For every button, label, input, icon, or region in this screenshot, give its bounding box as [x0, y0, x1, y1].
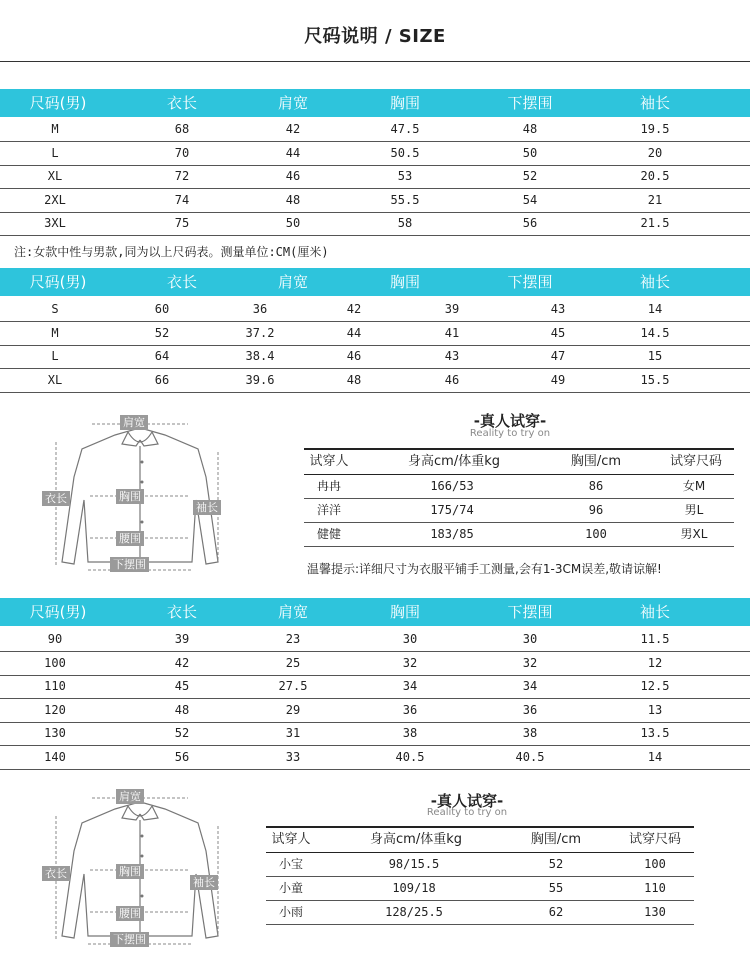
table-cell: 32 [402, 655, 418, 670]
tryon-cell: 130 [644, 905, 666, 919]
tryon-header-size: 试穿尺码 [628, 832, 682, 847]
table-cell: 34 [402, 679, 418, 693]
table-cell: 38 [522, 726, 538, 740]
size-table-3-header [0, 598, 750, 626]
table-cell: 14.5 [640, 325, 670, 340]
tryon-cell: 冉冉 [316, 479, 342, 493]
table-cell: 56 [522, 216, 538, 230]
header-sleeve: 袖长 [639, 603, 671, 621]
tryon-table-header [266, 826, 694, 853]
table-cell: 52 [174, 726, 190, 740]
table-cell: 36 [522, 702, 538, 717]
tryon-cell: 100 [585, 527, 607, 541]
header-length: 衣长 [166, 94, 198, 112]
table-cell: 72 [174, 169, 190, 183]
table-cell: 41 [444, 325, 460, 340]
table-cell: 34 [522, 679, 538, 693]
table-cell: 14 [647, 749, 663, 764]
table-cell: 31 [285, 726, 301, 740]
tryon-row [304, 474, 734, 499]
tryon-title-2: -真人试穿- [430, 792, 504, 810]
table-cell: 39.6 [245, 372, 275, 387]
tryon-cell: 洋洋 [316, 503, 342, 517]
table-cell: 48 [174, 702, 190, 717]
table-cell: 49 [550, 372, 566, 387]
table-cell: 12.5 [640, 679, 670, 693]
table-cell: 44 [285, 145, 301, 160]
tryon-cell: 166/53 [430, 479, 474, 493]
table-row [0, 698, 750, 723]
table-cell: 120 [44, 702, 66, 717]
table-cell: 66 [154, 372, 170, 387]
diagram-label-sleeve: 袖长 [190, 875, 218, 890]
table-cell: 3XL [44, 216, 66, 230]
table-cell: 45 [174, 679, 190, 693]
table-cell: 38.4 [245, 349, 275, 363]
tryon-header-height-weight: 身高cm/体重kg [370, 832, 462, 847]
tryon-cell: 小雨 [278, 905, 304, 919]
table-cell: M [51, 325, 59, 340]
diagram-label-length: 衣长 [42, 491, 70, 506]
diagram-label-hem: 下摆围 [110, 557, 149, 572]
size-note: 注:女款中性与男款,同为以上尺码表。测量单位:CM(厘米) [14, 245, 329, 259]
table-cell: 11.5 [640, 632, 670, 646]
table-cell: 100 [44, 655, 66, 670]
table-row [0, 721, 750, 746]
table-row [0, 344, 750, 369]
table-cell: 39 [174, 632, 190, 646]
tryon-cell: 62 [548, 905, 564, 919]
tryon-subtitle: Reality to try on [469, 428, 551, 439]
table-cell: 21.5 [640, 216, 670, 230]
tryon-cell: 96 [588, 503, 604, 517]
table-cell: 53 [397, 169, 413, 183]
table-cell: 47 [550, 349, 566, 363]
tryon-header-size: 试穿尺码 [669, 454, 723, 469]
tryon-cell: 183/85 [430, 527, 474, 541]
tryon-row [266, 900, 694, 925]
tryon-header-chest: 胸围/cm [570, 454, 622, 469]
header-sleeve: 袖长 [639, 273, 671, 291]
table-cell: 47.5 [390, 122, 420, 136]
header-chest: 胸围 [389, 94, 421, 112]
tryon-cell: 128/25.5 [385, 905, 443, 919]
table-cell: 32 [522, 655, 538, 670]
table-cell: 42 [174, 655, 190, 670]
tryon-cell: 98/15.5 [388, 857, 440, 871]
tryon-title: -真人试穿- [473, 412, 547, 430]
table-cell: 23 [285, 632, 301, 646]
table-cell: M [51, 122, 59, 136]
shirt-measurement-diagram-2 [40, 786, 240, 951]
table-cell: 40.5 [395, 749, 425, 764]
table-cell: 140 [44, 749, 66, 764]
table-cell: 90 [47, 632, 63, 646]
tryon-header-chest: 胸围/cm [530, 832, 582, 847]
diagram-label-shoulder: 肩宽 [120, 415, 148, 430]
header-shoulder: 肩宽 [277, 603, 309, 621]
table-cell: L [51, 145, 59, 160]
table-cell: 30 [402, 632, 418, 646]
table-cell: 42 [285, 122, 301, 136]
header-size: 尺码(男) [29, 273, 87, 291]
header-chest: 胸围 [389, 273, 421, 291]
table-cell: 50 [522, 145, 538, 160]
header-shoulder: 肩宽 [277, 273, 309, 291]
table-cell: 33 [285, 749, 301, 764]
table-cell: 54 [522, 192, 538, 207]
table-cell: 48 [522, 122, 538, 136]
header-size: 尺码(男) [29, 603, 87, 621]
tryon-cell: 健健 [316, 527, 342, 541]
table-cell: 55.5 [390, 192, 420, 207]
table-cell: 46 [444, 372, 460, 387]
table-cell: 58 [397, 216, 413, 230]
tryon-cell: 175/74 [430, 503, 474, 517]
measurement-tip: 温馨提示:详细尺寸为衣服平铺手工测量,会有1-3CM误差,敬请谅解! [307, 562, 662, 576]
diagram-label-waist: 腰围 [116, 531, 144, 546]
table-cell: 50 [285, 216, 301, 230]
header-hem: 下摆围 [507, 94, 553, 112]
table-cell: 46 [346, 349, 362, 363]
table-cell: 74 [174, 192, 190, 207]
tryon-cell: 55 [548, 881, 564, 895]
table-cell: 39 [444, 302, 460, 316]
table-row [0, 141, 750, 166]
table-row [0, 321, 750, 346]
table-cell: 52 [154, 325, 170, 340]
table-cell: XL [47, 169, 63, 183]
table-cell: 56 [174, 749, 190, 764]
table-cell: S [51, 302, 59, 316]
table-row [0, 651, 750, 676]
table-cell: 20 [647, 145, 663, 160]
tryon-table-header [304, 448, 734, 475]
table-cell: 29 [285, 702, 301, 717]
table-row [0, 164, 750, 189]
tryon-row [304, 522, 734, 547]
header-shoulder: 肩宽 [277, 94, 309, 112]
table-cell: 21 [647, 192, 663, 207]
table-cell: 52 [522, 169, 538, 183]
diagram-label-shoulder: 肩宽 [116, 789, 144, 804]
table-cell: 38 [402, 726, 418, 740]
diagram-label-waist: 腰围 [116, 906, 144, 921]
title-divider [0, 61, 750, 62]
table-cell: 110 [44, 679, 66, 693]
diagram-label-chest: 胸围 [116, 864, 144, 879]
size-table-2-header [0, 268, 750, 296]
table-cell: 45 [550, 325, 566, 340]
table-cell: 37.2 [245, 325, 275, 340]
table-cell: 15.5 [640, 372, 670, 387]
table-cell: 64 [154, 349, 170, 363]
table-row [0, 188, 750, 213]
header-length: 衣长 [166, 603, 198, 621]
table-cell: 27.5 [278, 679, 308, 693]
table-cell: 75 [174, 216, 190, 230]
table-cell: XL [47, 372, 63, 387]
page-title: 尺码说明 / SIZE [304, 26, 446, 47]
table-cell: 25 [285, 655, 301, 670]
tryon-cell: 小宝 [278, 857, 304, 871]
tryon-cell: 女M [682, 479, 706, 493]
table-cell: 68 [174, 122, 190, 136]
table-cell: 13.5 [640, 726, 670, 740]
table-cell: 46 [285, 169, 301, 183]
tryon-header-height-weight: 身高cm/体重kg [408, 454, 500, 469]
tryon-cell: 100 [644, 857, 666, 871]
size-table-1-header [0, 89, 750, 117]
table-cell: 36 [252, 302, 268, 316]
table-row [0, 117, 750, 142]
tryon-header-person: 试穿人 [271, 832, 311, 847]
table-cell: 48 [285, 192, 301, 207]
table-row [0, 211, 750, 236]
tryon-row [266, 852, 694, 877]
table-cell: 44 [346, 325, 362, 340]
diagram-label-length: 衣长 [42, 866, 70, 881]
diagram-label-chest: 胸围 [116, 489, 144, 504]
header-length: 衣长 [166, 273, 198, 291]
table-row [0, 674, 750, 699]
table-cell: 40.5 [515, 749, 545, 764]
table-cell: 42 [346, 302, 362, 316]
tryon-subtitle-2: Reality to try on [426, 807, 508, 818]
table-cell: 130 [44, 726, 66, 740]
tryon-row [304, 498, 734, 523]
table-cell: 50.5 [390, 145, 420, 160]
table-cell: 13 [647, 702, 663, 717]
header-hem: 下摆围 [507, 603, 553, 621]
table-cell: 43 [444, 349, 460, 363]
table-cell: 20.5 [640, 169, 670, 183]
table-cell: 2XL [44, 192, 66, 207]
table-row [0, 627, 750, 652]
tryon-cell: 86 [588, 479, 604, 493]
header-chest: 胸围 [389, 603, 421, 621]
shirt-measurement-diagram [40, 412, 240, 577]
tryon-cell: 109/18 [392, 881, 436, 895]
table-cell: 48 [346, 372, 362, 387]
tryon-header-person: 试穿人 [309, 454, 349, 469]
table-cell: 70 [174, 145, 190, 160]
table-cell: 14 [647, 302, 663, 316]
tryon-cell: 小童 [278, 881, 304, 895]
header-hem: 下摆围 [507, 273, 553, 291]
table-cell: 36 [402, 702, 418, 717]
table-cell: L [51, 349, 59, 363]
header-size: 尺码(男) [29, 94, 87, 112]
diagram-label-hem: 下摆围 [110, 932, 149, 947]
table-cell: 30 [522, 632, 538, 646]
tryon-cell: 110 [644, 881, 666, 895]
tryon-cell: 男XL [680, 527, 708, 541]
table-cell: 60 [154, 302, 170, 316]
tryon-row [266, 876, 694, 901]
diagram-label-sleeve: 袖长 [193, 500, 221, 515]
table-cell: 19.5 [640, 122, 670, 136]
table-row [0, 368, 750, 393]
table-cell: 15 [647, 349, 663, 363]
tryon-cell: 男L [684, 503, 704, 517]
tryon-cell: 52 [548, 857, 564, 871]
table-cell: 12 [647, 655, 663, 670]
table-row [0, 745, 750, 770]
table-row [0, 297, 750, 322]
table-cell: 43 [550, 302, 566, 316]
header-sleeve: 袖长 [639, 94, 671, 112]
